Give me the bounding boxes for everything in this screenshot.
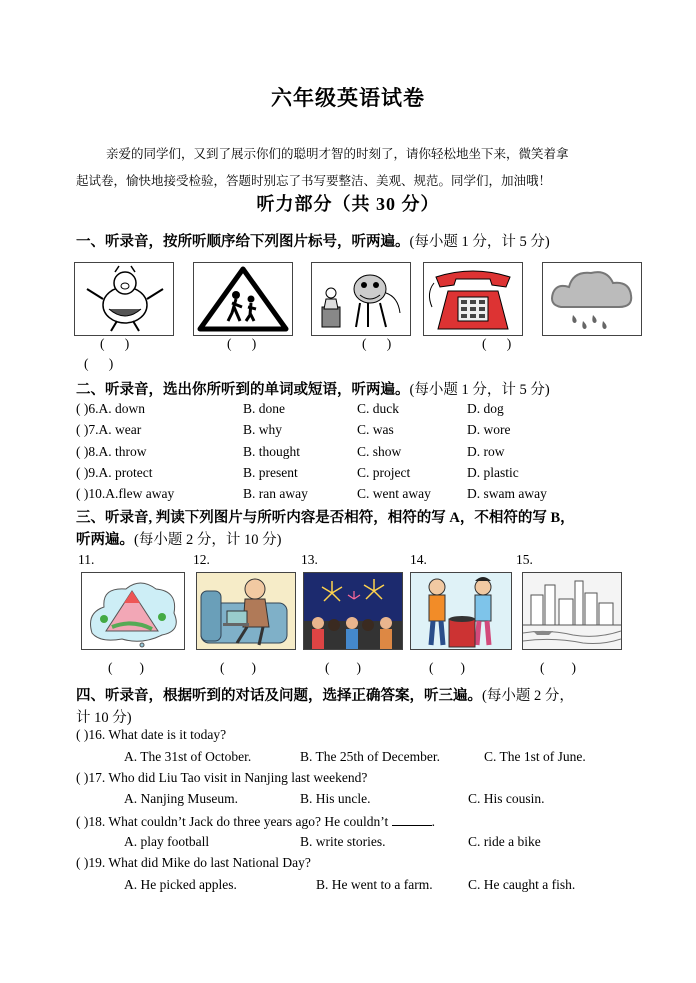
listening-title: 听力部分（共 30 分） [256,194,440,214]
q10-option-d[interactable]: D. swam away [467,486,547,501]
answer-blank-15[interactable]: ( ) [540,660,576,675]
section4-heading-line2 [76,706,132,727]
section4-heading-line1 [76,684,574,705]
q16-option-a[interactable]: A. The 31st of October. [124,749,252,764]
answer-blank-3[interactable]: ( ) [362,336,392,351]
q6-option-a[interactable]: ( )6.A. down [76,401,145,416]
question-17: ( )17. Who did Liu Tao visit in Nanjing last weekend? [76,770,368,785]
picture-number-12: 12. [193,552,210,567]
recycling-kids-picture [410,572,512,650]
q7-option-b[interactable]: B. why [243,422,283,437]
answer-blank-4[interactable]: ( ) [482,336,512,351]
intro-line-2: 起试卷，愉快地接受检验，答题时别忘了书写要整洁、美观、规范。同学们，加油哦！ [76,173,552,188]
children-crossing-sign-picture [193,262,293,336]
q17-option-a[interactable]: A. Nanjing Museum. [124,791,238,806]
section4-note-1: (每小题 2 分， [482,688,574,704]
q6-option-d[interactable]: D. dog [467,401,504,416]
section3-heading-line1: 三、听录音, 判读下列图片与所听内容是否相符，相符的写 A，不相符的写 B， [76,510,575,526]
answer-blank-11[interactable]: ( ) [108,660,144,675]
q7-option-d[interactable]: D. wore [467,422,511,437]
q10-option-b[interactable]: B. ran away [243,486,308,501]
q8-option-a[interactable]: ( )8.A. throw [76,444,147,459]
q7-option-a[interactable]: ( )7.A. wear [76,422,142,437]
q18-option-b[interactable]: B. write stories. [300,834,386,849]
q16-option-c[interactable]: C. The 1st of June. [484,749,586,764]
section3-heading-line2 [76,528,281,549]
lion-dance-picture [311,262,411,336]
q8-option-c[interactable]: C. show [357,444,402,459]
intro-line-1: 亲爱的同学们，又到了展示你们的聪明才智的时刻了，请你轻松地坐下来，微笑着拿 [106,146,569,161]
answer-blank-14[interactable]: ( ) [429,660,465,675]
section1-heading-text: 一、听录音，按所听顺序给下列图片标号，听两遍。 [76,234,410,250]
picture-number-11: 11. [78,552,95,567]
q9-option-c[interactable]: C. project [357,465,411,480]
section2-heading [76,378,550,399]
old-man-laptop-picture [196,572,296,650]
q6-option-b[interactable]: B. done [243,401,285,416]
section4-note-2: 计 10 分) [76,710,132,726]
q9-option-d[interactable]: D. plastic [467,465,519,480]
section3-heading-text: 听两遍。 [76,532,134,548]
q6-option-c[interactable]: C. duck [357,401,399,416]
section1-heading [76,230,550,251]
q19-option-b[interactable]: B. He went to a farm. [316,877,433,892]
question-18-answer-line[interactable] [392,813,432,826]
q18-option-c[interactable]: C. ride a bike [468,834,541,849]
fireworks-crowd-picture [303,572,403,650]
picture-number-14: 14. [410,552,427,567]
red-telephone-picture [423,262,523,336]
q8-option-d[interactable]: D. row [467,444,505,459]
answer-blank-12[interactable]: ( ) [220,660,256,675]
page-title: 六年级英语试卷 [271,86,425,110]
section4-heading-text: 四、听录音，根据听到的对话及问题，选择正确答案，听三遍。 [76,688,482,704]
question-18-text: ( )18. What couldn’t Jack do three years ago? He couldn’t [76,814,389,829]
answer-blank-1[interactable]: ( ) [100,336,130,351]
section2-note: (每小题 1 分，计 5 分) [409,382,550,398]
picture-number-15: 15. [516,552,533,567]
q17-option-b[interactable]: B. His uncle. [300,791,371,806]
q8-option-b[interactable]: B. thought [243,444,301,459]
mountain-dream-picture [81,572,185,650]
question-19: ( )19. What did Mike do last National Day? [76,855,311,870]
q10-option-a[interactable]: ( )10.A.flew away [76,486,175,501]
question-18: ( )18. What couldn’t Jack do three years ago? He couldn’t . [76,814,436,829]
city-skyline-picture [522,572,622,650]
answer-blank-2[interactable]: ( ) [227,336,257,351]
picture-number-13: 13. [301,552,318,567]
section3-note: (每小题 2 分，计 10 分) [134,532,282,548]
q7-option-c[interactable]: C. was [357,422,394,437]
answer-blank-5[interactable]: ( ) [84,356,114,371]
rain-cloud-picture [542,262,642,336]
pig-cartoon-picture [74,262,174,336]
q17-option-c[interactable]: C. His cousin. [468,791,545,806]
section2-heading-text: 二、听录音，选出你所听到的单词或短语，听两遍。 [76,382,410,398]
q19-option-c[interactable]: C. He caught a fish. [468,877,576,892]
q19-option-a[interactable]: A. He picked apples. [124,877,237,892]
q10-option-c[interactable]: C. went away [357,486,431,501]
q16-option-b[interactable]: B. The 25th of December. [300,749,440,764]
q18-option-a[interactable]: A. play football [124,834,210,849]
q9-option-b[interactable]: B. present [243,465,298,480]
section1-note: (每小题 1 分，计 5 分) [409,234,550,250]
q9-option-a[interactable]: ( )9.A. protect [76,465,153,480]
answer-blank-13[interactable]: ( ) [325,660,361,675]
question-16: ( )16. What date is it today? [76,727,227,742]
